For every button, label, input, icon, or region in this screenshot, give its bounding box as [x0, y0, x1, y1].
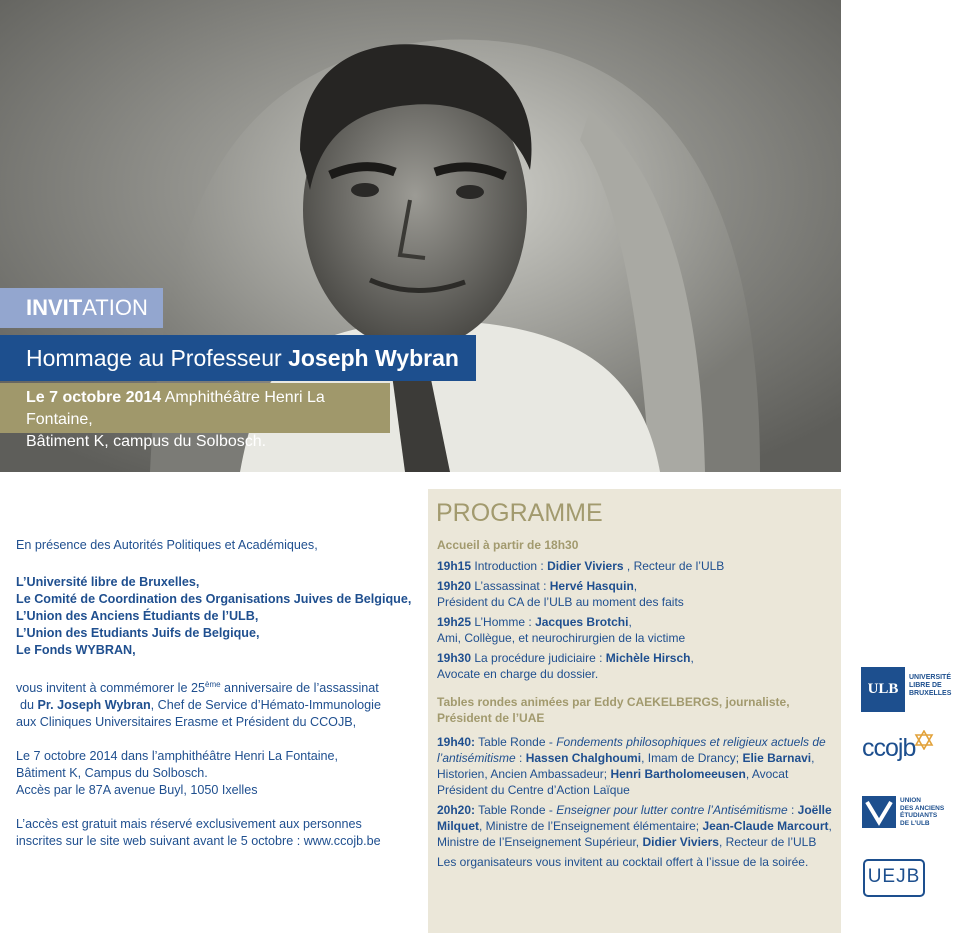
item-detail: Président du CA de l’ULB au moment des faits	[437, 595, 684, 609]
access-1: L’accès est gratuit mais réservé exclusivement aux personnes	[16, 817, 362, 832]
tr-role: ,	[718, 835, 723, 849]
item-rest: ,	[633, 579, 638, 593]
tr-label: Table Ronde -	[475, 803, 557, 817]
item-time: 19h25	[437, 615, 472, 629]
tr-time: 20h20:	[437, 803, 476, 817]
programme-item	[437, 578, 837, 610]
programme-items	[437, 558, 837, 874]
tr-tail: Avocat Président du Centre d’Action Laïque	[437, 767, 789, 797]
uae-text-4: DE L’ULB	[900, 819, 930, 827]
organiser-3: L’Union des Anciens Étudiants de l’ULB,	[16, 609, 259, 623]
programme-title: PROGRAMME	[436, 499, 603, 527]
uejb-logo	[863, 859, 925, 897]
programme-item	[437, 614, 837, 646]
invite-line-3: aux Cliniques Universitaires Erasme et Président du CCOJB,	[16, 715, 357, 730]
invitation-rest: ATION	[82, 295, 148, 320]
item-detail: Ami, Collègue, et neurochirurgien de la victime	[437, 631, 686, 645]
programme-item	[437, 650, 837, 682]
event-place-1: Amphithéâtre Henri La Fontaine,	[26, 389, 325, 428]
uae-text-2: DES ANCIENS	[900, 804, 945, 812]
item-time: 19h20	[437, 579, 472, 593]
venue-3: Accès par le 87A avenue Buyl, 1050 Ixelles	[16, 783, 258, 798]
ulb-logo	[861, 667, 951, 712]
organiser-5: Le Fonds WYBRAN,	[16, 643, 136, 657]
item-name: Michèle Hirsch	[605, 651, 691, 665]
event-place-2: Bâtiment K, campus du Solbosch.	[26, 433, 267, 450]
item-name: Hervé Hasquin	[549, 579, 634, 593]
access-2: inscrites sur le site web suivant avant le 5 octobre : www.ccojb.be	[16, 834, 381, 849]
tr-topic: Fondements philosophiques et religieux actuels de l’antisémitisme	[437, 735, 826, 765]
ulb-text-3: BRUXELLES	[909, 690, 952, 697]
venue-1: Le 7 octobre 2014 dans l’amphithéâtre Henri La Fontaine,	[16, 749, 339, 764]
item-name: Didier Viviers	[547, 559, 624, 573]
tables-rondes-heading: Tables rondes animées par Eddy CAEKELBERGS, journaliste, Président de l’UAE	[437, 695, 790, 725]
item-name: Jacques Brotchi	[535, 615, 629, 629]
tr-label: Table Ronde -	[475, 735, 557, 749]
ccojb-logo	[862, 730, 940, 770]
hommage-name: Joseph Wybran	[288, 345, 459, 371]
hommage-banner	[0, 335, 476, 381]
item-time: 19h30	[437, 651, 472, 665]
tr-person: Elie Barnavi	[742, 751, 812, 765]
tr-person: Hassen Chalghoumi	[525, 751, 642, 765]
tr-tail: Recteur de l’ULB	[725, 835, 817, 849]
tr-person: Jean-Claude Marcourt	[702, 819, 829, 833]
programme-item	[437, 558, 837, 574]
tr-time: 19h40:	[437, 735, 476, 749]
uae-shield-icon	[862, 796, 896, 828]
programme-closing: Les organisateurs vous invitent au cocktail offert à l’issue de la soirée.	[437, 855, 809, 869]
ccojb-text: ccojb	[862, 734, 916, 762]
hommage-prefix: Hommage au Professeur	[26, 345, 289, 371]
uejb-text: UEJB	[867, 866, 921, 887]
uae-text-1: UNION	[900, 797, 921, 804]
intro-text: En présence des Autorités Politiques et Académiques,	[16, 538, 318, 552]
uae-text-3: ÉTUDIANTS	[900, 812, 938, 819]
invitation-bold: INVIT	[26, 295, 83, 320]
invite-line-1	[16, 676, 421, 697]
tr-role: , Imam de Drancy;	[641, 751, 740, 765]
tr-role: , Historien, Ancien Ambassadeur;	[437, 751, 815, 781]
tr-role: ,	[745, 767, 750, 781]
item-text: La procédure judiciaire :	[471, 651, 606, 665]
invite-line-2	[16, 697, 421, 714]
item-detail: Avocate en charge du dossier.	[437, 667, 599, 681]
invite-c: du	[20, 698, 38, 713]
uae-logo	[862, 796, 952, 828]
ulb-mark: ULB	[861, 667, 905, 712]
tr-sep: :	[787, 803, 795, 817]
ulb-text-1: UNIVERSITÉ	[909, 674, 952, 681]
organiser-2: Le Comité de Coordination des Organisations Juives de Belgique,	[16, 592, 412, 606]
item-text: L’Homme :	[471, 615, 536, 629]
tr-role: , Ministre de l’Enseignement Supérieur,	[437, 819, 832, 849]
tr-person: Didier Viviers	[642, 835, 719, 849]
venue-2: Bâtiment K, Campus du Solbosch.	[16, 766, 208, 781]
event-line-1	[26, 387, 390, 431]
item-rest: ,	[690, 651, 694, 665]
item-text: Introduction :	[471, 559, 548, 573]
organiser-1: L’Université libre de Bruxelles,	[16, 575, 200, 589]
uae-text	[900, 797, 944, 827]
invitation-text	[16, 537, 421, 850]
item-time: 19h15	[437, 559, 472, 573]
tr-sep: :	[515, 751, 526, 765]
item-rest: , Recteur de l’ULB	[623, 559, 725, 573]
tr-role: , Ministre de l’Enseignement élémentaire;	[479, 819, 703, 833]
invitation-banner	[0, 288, 163, 328]
item-rest: ,	[628, 615, 632, 629]
programme-box	[428, 489, 841, 933]
invite-sup: ème	[205, 680, 221, 689]
ulb-text	[909, 674, 951, 698]
invite-a: vous invitent à commémorer le 25	[16, 681, 205, 696]
ulb-text-2: LIBRE DE	[909, 682, 942, 689]
organiser-4: L’Union des Etudiants Juifs de Belgique,	[16, 626, 260, 640]
invite-b: anniversaire de l’assassinat	[220, 681, 379, 696]
tr-person: Henri Bartholomeeusen	[610, 767, 746, 781]
table-ronde-1	[437, 734, 837, 798]
star-icon	[914, 730, 934, 750]
programme-accueil: Accueil à partir de 18h30	[437, 538, 579, 552]
invite-d: , Chef de Service d’Hémato-Immunologie	[150, 698, 381, 713]
event-date: Le 7 octobre 2014	[26, 389, 162, 406]
item-text: L’assassinat :	[471, 579, 550, 593]
event-date-banner	[0, 383, 390, 450]
tr-person: Joëlle Milquet	[437, 803, 832, 833]
table-ronde-2	[437, 802, 837, 850]
tr-topic: Enseigner pour lutter contre l’Antisémitisme	[556, 803, 788, 817]
invite-name: Pr. Joseph Wybran	[37, 698, 151, 713]
